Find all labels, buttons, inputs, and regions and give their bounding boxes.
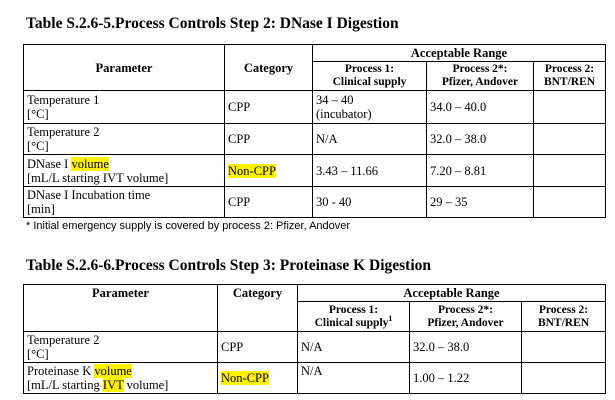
header-acceptable-range: Acceptable Range <box>313 45 606 62</box>
header-process2-pfizer: Process 2*: Pfizer, Andover <box>427 62 534 91</box>
param-cell: Proteinase K volume [mL/L starting IVT volume] <box>24 363 218 394</box>
table-dnase-digestion <box>23 44 606 218</box>
header-process2-bnt: Process 2: BNT/REN <box>534 62 606 91</box>
category-cell: CPP <box>218 332 298 363</box>
header-process1: Process 1: Clinical supply <box>313 62 427 91</box>
table-row <box>24 332 606 363</box>
header-parameter: Parameter <box>24 285 218 332</box>
table-row <box>24 91 606 124</box>
header-acceptable-range: Acceptable Range <box>298 285 606 302</box>
process1-cell: 3.43 – 11.66 <box>313 155 427 187</box>
header-parameter: Parameter <box>24 45 225 91</box>
table-row <box>24 363 606 394</box>
param-cell: DNase I Incubation time [min] <box>24 187 225 218</box>
table-row <box>24 187 606 218</box>
header-category: Category <box>225 45 313 91</box>
param-cell: DNase I volume [mL/L starting IVT volume] <box>24 155 225 187</box>
table2-title: Table S.2.6-6.Process Controls Step 3: Proteinase K Digestion <box>26 257 432 274</box>
category-cell: Non-CPP <box>218 363 298 394</box>
param-cell: Temperature 1 [°C] <box>24 91 225 124</box>
param-cell: Temperature 2 [°C] <box>24 332 218 363</box>
process1-cell: N/A <box>313 124 427 155</box>
header-category: Category <box>218 285 298 332</box>
category-cell: CPP <box>225 124 313 155</box>
category-cell: CPP <box>225 91 313 124</box>
table-row <box>24 155 606 187</box>
table-proteinase-digestion <box>23 284 606 394</box>
process2-bnt-cell <box>534 124 606 155</box>
table1-title: Table S.2.6-5.Process Controls Step 2: DNase I Digestion <box>26 15 399 32</box>
process2-bnt-cell <box>522 363 606 394</box>
header-process1: Process 1: Clinical supply$^1$ <box>298 302 410 332</box>
process2-bnt-cell <box>522 332 606 363</box>
process1-cell: N/A <box>298 363 410 394</box>
process2-pfizer-cell: 32.0 – 38.0 <box>427 124 534 155</box>
param-cell: Temperature 2 [°C] <box>24 124 225 155</box>
process2-pfizer-cell: 1.00 – 1.22 <box>410 363 522 394</box>
table-row <box>24 124 606 155</box>
header-process2-pfizer: Process 2*: Pfizer, Andover <box>410 302 522 332</box>
header-process2-bnt: Process 2: BNT/REN <box>522 302 606 332</box>
process1-cell: 34 – 40 (incubator) <box>313 91 427 124</box>
process2-pfizer-cell: 32.0 – 38.0 <box>410 332 522 363</box>
process1-cell: N/A <box>298 332 410 363</box>
category-cell: CPP <box>225 187 313 218</box>
process2-bnt-cell <box>534 91 606 124</box>
process1-cell: 30 - 40 <box>313 187 427 218</box>
process2-bnt-cell <box>534 187 606 218</box>
process2-pfizer-cell: 7.20 – 8.81 <box>427 155 534 187</box>
category-cell: Non-CPP <box>225 155 313 187</box>
table1-footnote: * Initial emergency supply is covered by process 2: Pfizer, Andover <box>26 220 351 232</box>
process2-pfizer-cell: 34.0 – 40.0 <box>427 91 534 124</box>
process2-pfizer-cell: 29 – 35 <box>427 187 534 218</box>
process2-bnt-cell <box>534 155 606 187</box>
